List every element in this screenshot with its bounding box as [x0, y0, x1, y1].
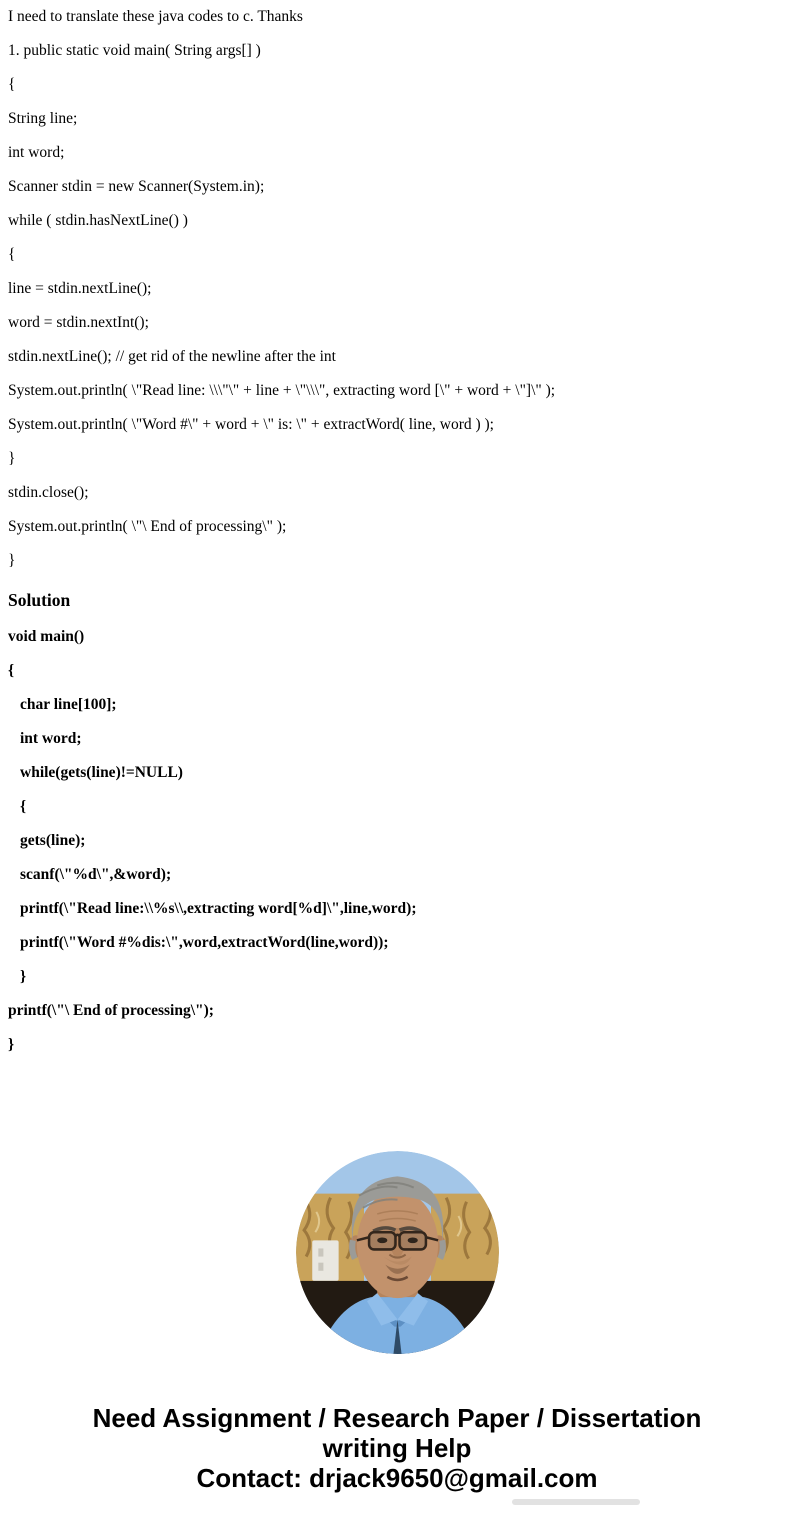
- footer-line-1: Need Assignment / Research Paper / Dissertation: [92, 1403, 702, 1433]
- java-code-line: word = stdin.nextInt();: [8, 314, 149, 331]
- java-code-line: System.out.println( \"\ End of processing\" );: [8, 518, 287, 535]
- java-code-line: Scanner stdin = new Scanner(System.in);: [8, 178, 265, 195]
- c-code-line: }: [8, 1036, 15, 1053]
- java-code-line: 1. public static void main( String args[] ): [8, 42, 261, 59]
- java-code-line: line = stdin.nextLine();: [8, 280, 152, 297]
- c-code-line: printf(\"\ End of processing\");: [8, 1002, 214, 1019]
- java-code-line: while ( stdin.hasNextLine() ): [8, 212, 188, 229]
- java-code-line: }: [8, 450, 16, 467]
- footer-line-2: writing Help: [322, 1433, 472, 1463]
- solution-heading: Solution: [8, 590, 71, 610]
- c-code-line: printf(\"Word #%dis:\",word,extractWord(line,word));: [20, 934, 389, 951]
- java-code-line: {: [8, 246, 16, 263]
- question-intro: I need to translate these java codes to c. Thanks: [8, 8, 303, 25]
- c-code-line: }: [20, 968, 27, 985]
- java-code-line: {: [8, 76, 16, 93]
- java-code-line: System.out.println( \"Read line: \\\"\" + line + \"\\\", extracting word [\" + word + \"]\" );: [8, 382, 556, 399]
- c-code-line: printf(\"Read line:\\%s\\,extracting word[%d]\",line,word);: [20, 900, 417, 917]
- c-code-line: void main(): [8, 628, 85, 645]
- java-code-line: stdin.close();: [8, 484, 89, 501]
- footer-banner: [0, 1403, 794, 1493]
- java-code-line: System.out.println( \"Word #\" + word + \" is: \" + extractWord( line, word ) );: [8, 416, 494, 433]
- c-code-line: gets(line);: [20, 832, 86, 849]
- footer-contact-email: Contact: drjack9650@gmail.com: [196, 1463, 598, 1493]
- java-code-line: int word;: [8, 144, 65, 161]
- c-code-line: {: [20, 798, 27, 815]
- java-code-line: }: [8, 552, 16, 569]
- c-code-line: {: [8, 662, 15, 679]
- java-code-line: stdin.nextLine(); // get rid of the newline after the int: [8, 348, 336, 365]
- java-code-line: String line;: [8, 110, 78, 127]
- avatar-section: [0, 1151, 794, 1354]
- c-code-line: char line[100];: [20, 696, 117, 713]
- avatar-photo-icon: [296, 1151, 499, 1354]
- c-code-line: int word;: [20, 730, 82, 747]
- c-code-line: scanf(\"%d\",&word);: [20, 866, 172, 883]
- avatar: [296, 1151, 499, 1354]
- c-code-line: while(gets(line)!=NULL): [20, 764, 183, 781]
- underline-artifact: [512, 1499, 640, 1505]
